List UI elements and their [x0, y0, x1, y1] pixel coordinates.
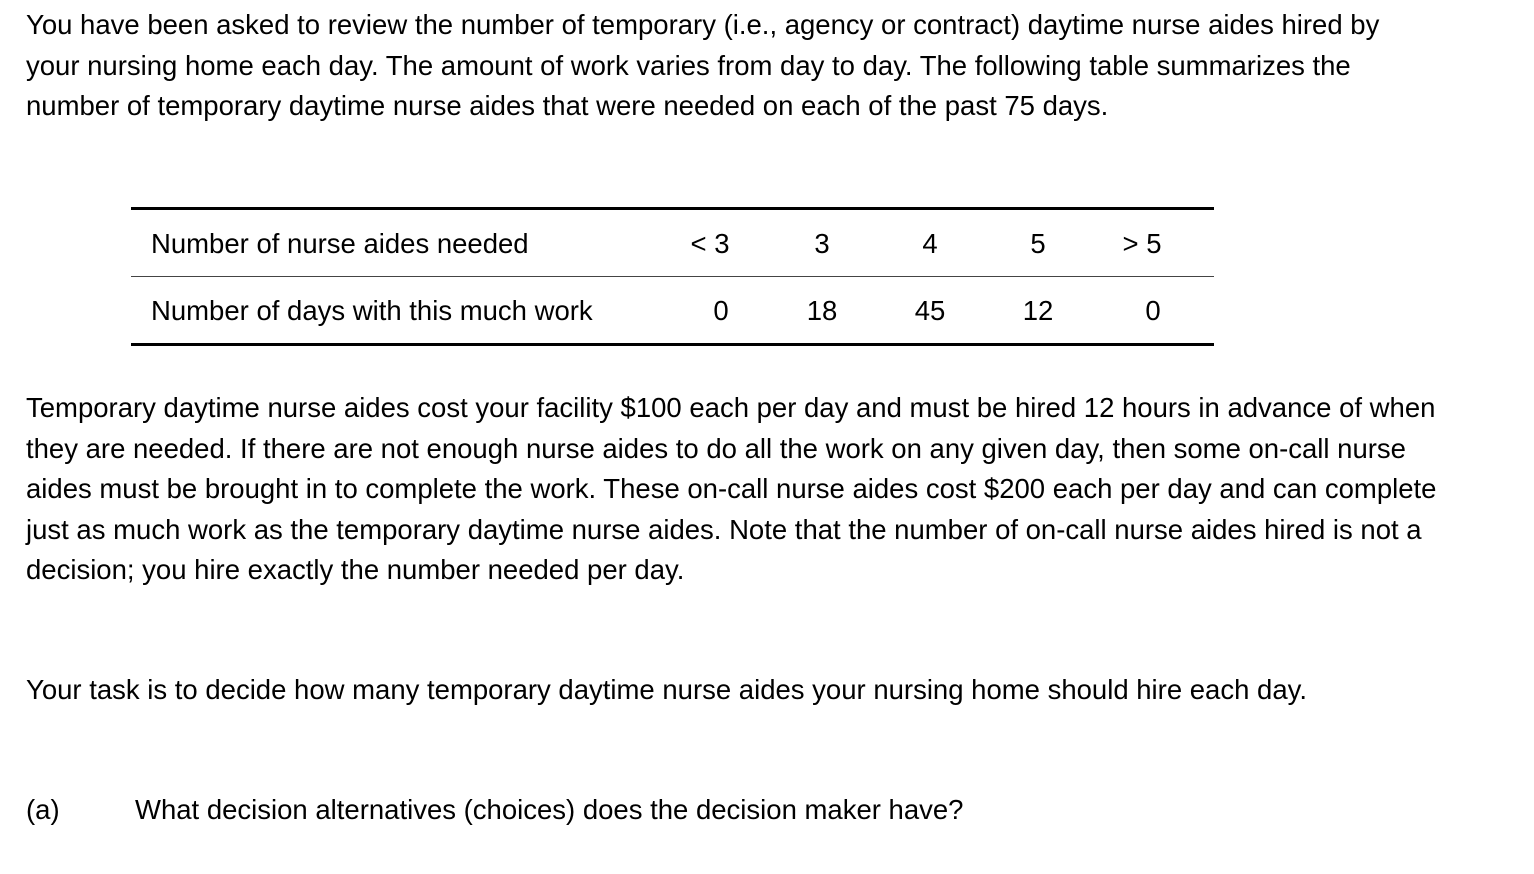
table-header-cell: > 5	[1122, 228, 1162, 259]
table-value-cell: 0	[1145, 295, 1161, 326]
table-mid-rule	[131, 276, 1214, 277]
table-header-cell: < 3	[690, 228, 730, 259]
intro-paragraph: You have been asked to review the number of temporary (i.e., agency or contract) daytime nurse aides hired by your nursing home each day. The amount of work varies from day to day. The following table summarizes the number of temporary daytime nurse aides that were needed on each of the past 75 days.	[26, 9, 1380, 121]
task-paragraph: Your task is to decide how many temporary daytime nurse aides your nursing home should hire each day.	[26, 674, 1307, 705]
table-value-cell: 45	[914, 295, 946, 326]
table-bottom-rule	[131, 343, 1214, 346]
table-header-cell: 4	[922, 228, 938, 259]
table-header-cell: 5	[1030, 228, 1046, 259]
table-value-cell: 12	[1022, 295, 1054, 326]
table-row-label-days: Number of days with this much work	[151, 295, 593, 326]
table-value-cell: 0	[713, 295, 729, 326]
table-value-cell: 18	[806, 295, 838, 326]
question-text: What decision alternatives (choices) does the decision maker have?	[135, 794, 964, 825]
table-header-cell: 3	[814, 228, 830, 259]
cost-paragraph: Temporary daytime nurse aides cost your facility $100 each per day and must be hired 12 hours in advance of when they are needed. If there are not enough nurse aides to do all the work on any given day, then some on-call nurse aides must be brought in to complete the work. These on-call nurse aides cost $200 each per day and can complete just as much work as the temporary daytime nurse aides. Note that the number of on-call nurse aides hired is not a decision; you hire exactly the number needed per day.	[26, 392, 1437, 585]
question-label: (a)	[26, 794, 60, 825]
table-top-rule	[131, 207, 1214, 210]
table-row-label-aides: Number of nurse aides needed	[151, 228, 529, 259]
